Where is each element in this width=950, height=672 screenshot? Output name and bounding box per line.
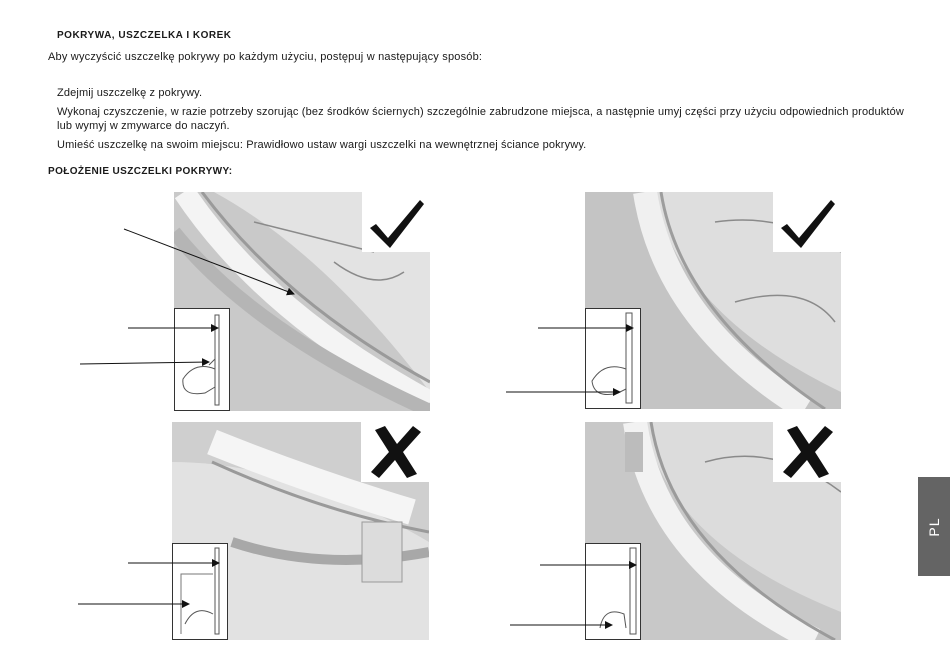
- step-item: Wykonaj czyszczenie, w razie potrzeby szorując (bez środków ściernych) szczególnie zabrudzone miejsca, a następnie umyj części przy użyciu odpowiednich produktów lub wymyj w zmywarce do naczyń.: [57, 106, 904, 132]
- check-mark-icon: [362, 192, 430, 252]
- language-tab-label: PL: [926, 516, 942, 537]
- step-item: Umieść uszczelkę na swoim miejscu: Prawidłowo ustaw wargi uszczelki na wewnętrznej ściance pokrywy.: [57, 139, 587, 151]
- language-tab: [918, 477, 950, 576]
- check-mark-icon: [773, 192, 841, 252]
- seal-profile-diagram: [174, 308, 230, 411]
- photo-correct-1: [174, 192, 430, 411]
- cross-mark-icon: [361, 422, 429, 482]
- seal-profile-diagram: [585, 543, 641, 640]
- cross-mark-icon: [773, 422, 841, 482]
- intro-text: Aby wyczyścić uszczelkę pokrywy po każdym użyciu, postępuj w następujący sposób:: [48, 51, 483, 63]
- section-heading: POKRYWA, USZCZELKA I KOREK: [57, 30, 232, 41]
- seal-position-heading: POŁOŻENIE USZCZELKI POKRYWY:: [48, 166, 233, 177]
- photo-incorrect-1: [172, 422, 429, 640]
- photo-correct-2: [585, 192, 841, 409]
- cleaning-steps: [57, 86, 907, 157]
- seal-profile-diagram: [585, 308, 641, 409]
- seal-profile-diagram: [172, 543, 228, 640]
- step-item: Zdejmij uszczelkę z pokrywy.: [57, 87, 203, 99]
- photo-incorrect-2: [585, 422, 841, 640]
